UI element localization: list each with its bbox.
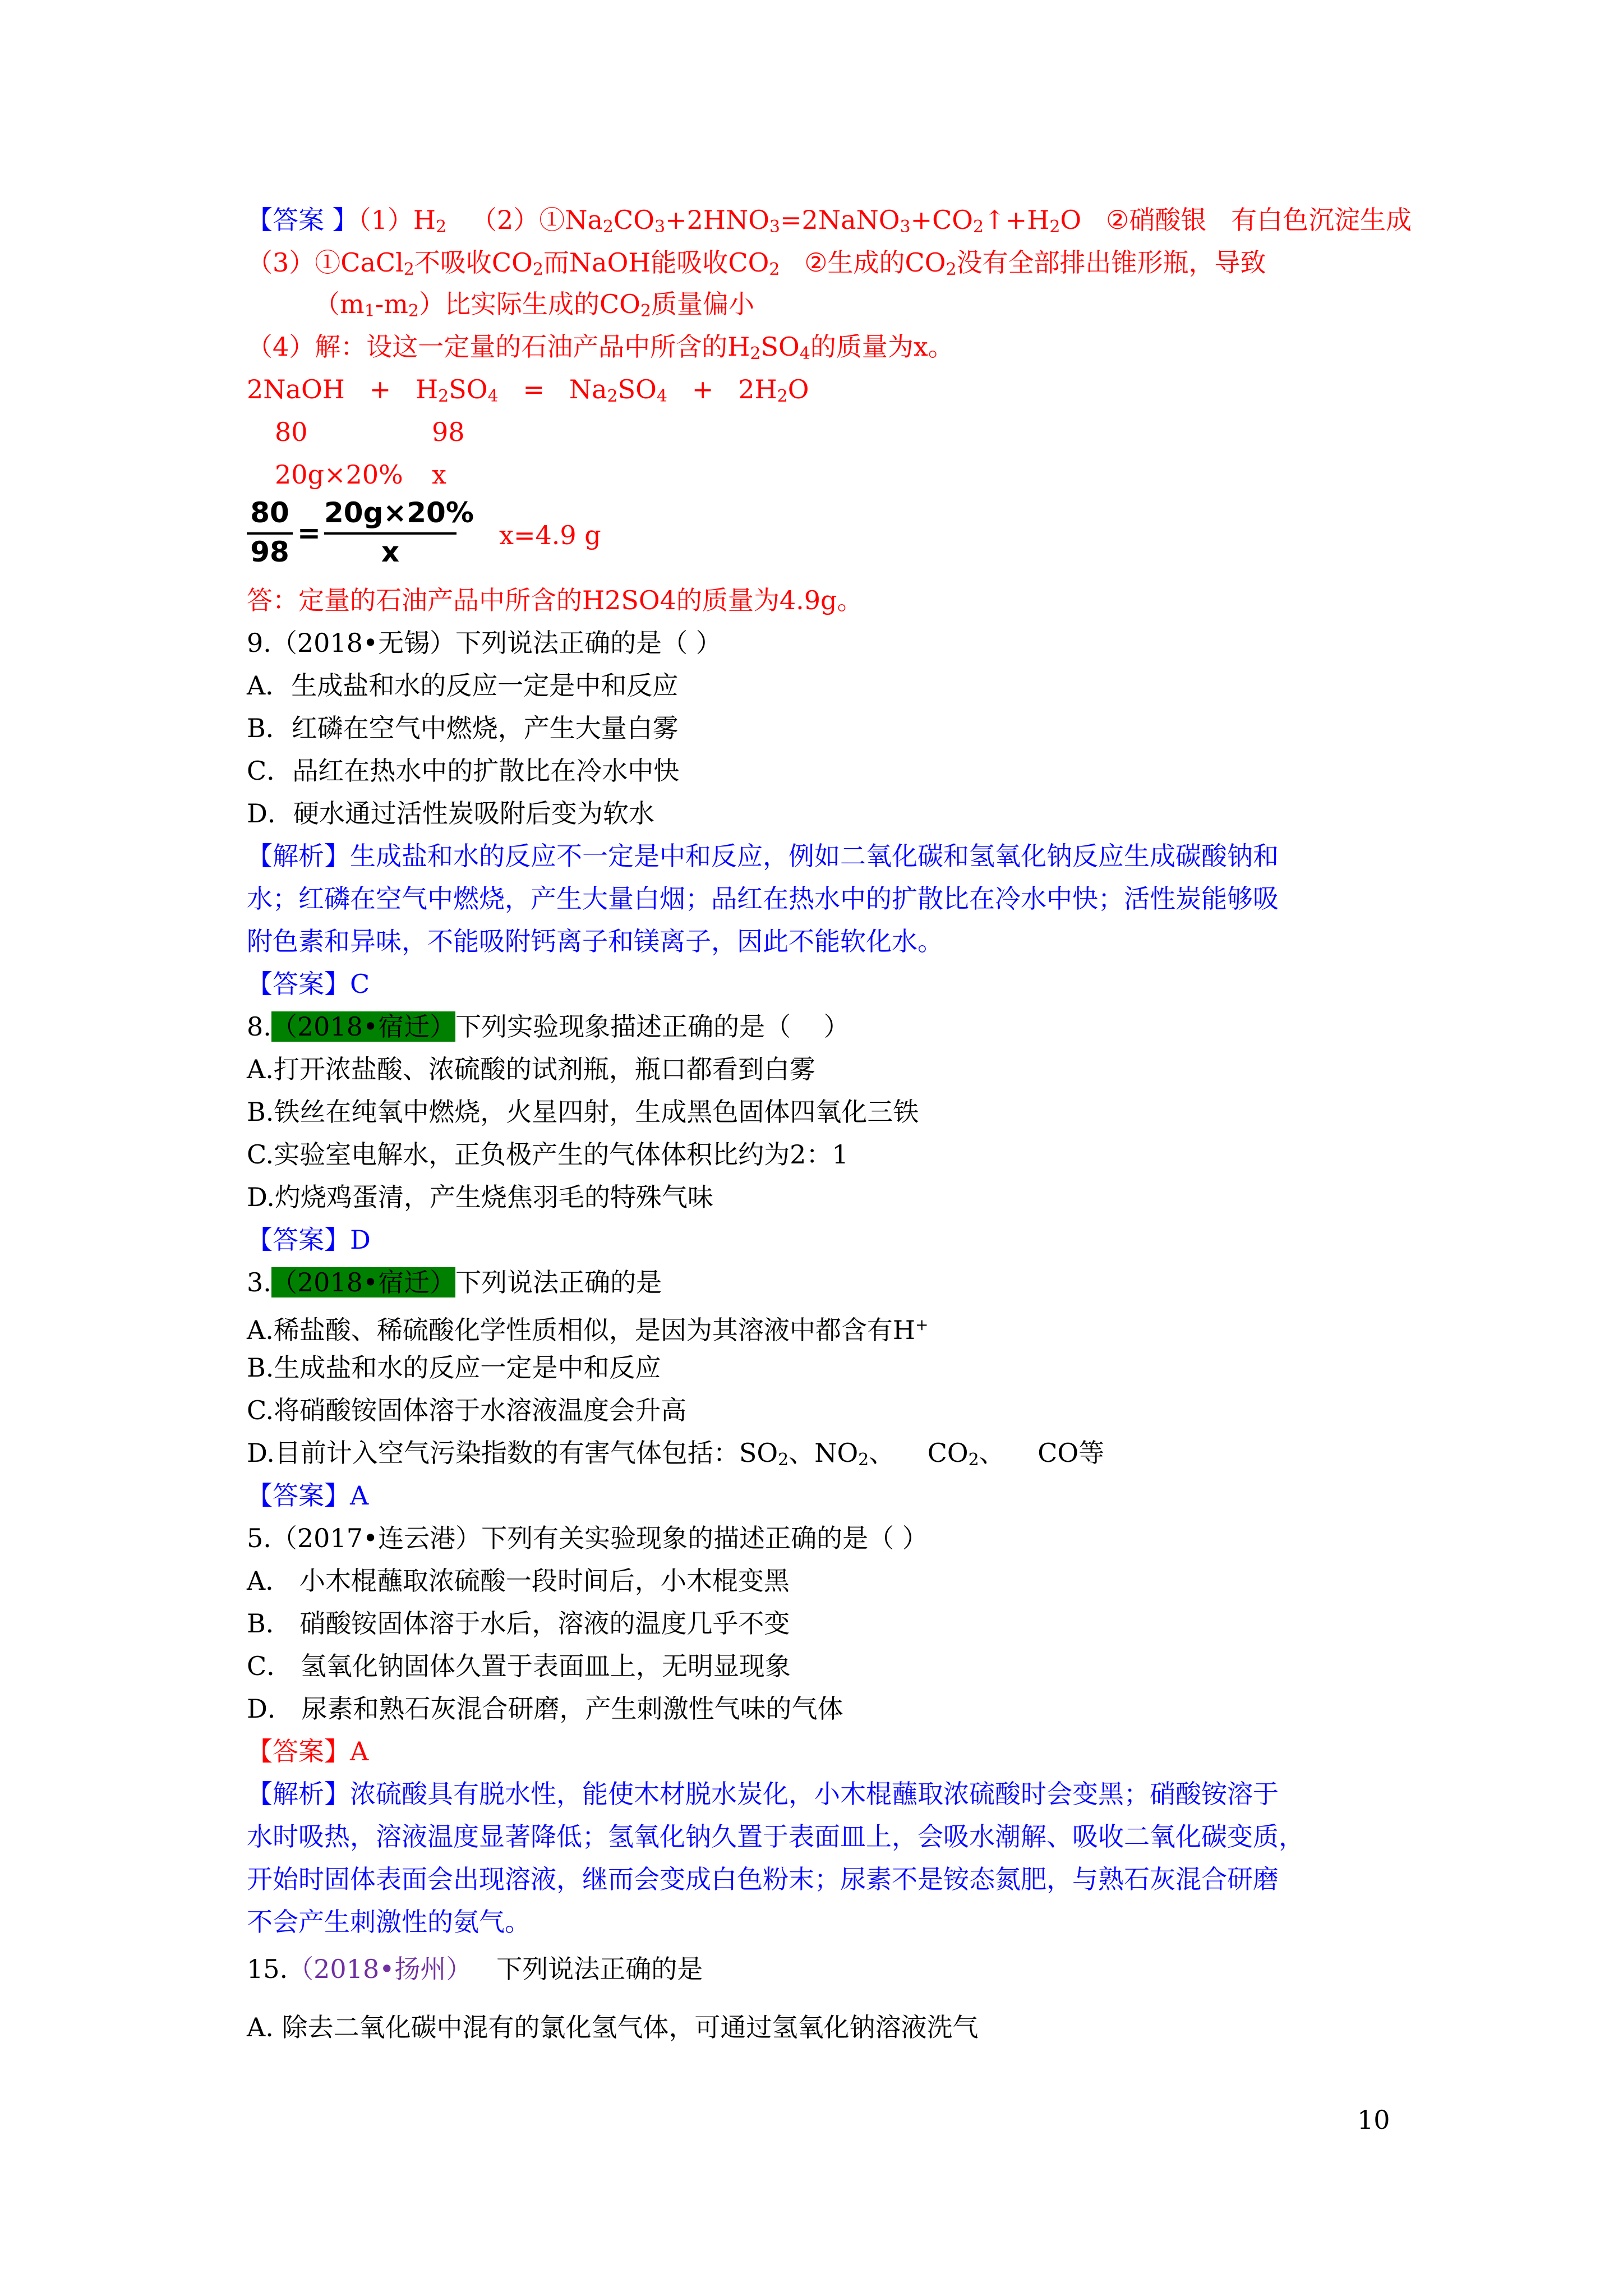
q5-answer: 【答案】A (247, 1736, 369, 1766)
q5-analysis-line-2: 水时吸热，溶液温度显著降低；氢氧化钠久置于表面皿上，会吸水潮解、吸收二氧化碳变质， (247, 1821, 1304, 1852)
q3-option-a: A.稀盐酸、稀硫酸化学性质相似，是因为其溶液中都含有H+ (247, 1315, 929, 1345)
q9-option-d: D．硬水通过活性炭吸附后变为软水 (247, 798, 654, 829)
q3-option-d: D.目前计入空气污染指数的有害气体包括：$SO_2$、$NO_2$、 $CO_2$、 CO等 (247, 1438, 1105, 1470)
fraction-right-denominator: x (381, 536, 400, 568)
q5-analysis-line-4: 不会产生刺激性的氨气。 (247, 1907, 531, 1937)
q9-stem: 9.（2018•无锡）下列说法正确的是（ ） (247, 628, 722, 658)
q5-option-c: C． 氢氧化钠固体久置于表面皿上，无明显现象 (247, 1651, 791, 1681)
fraction-left-numerator: 80 (250, 496, 289, 529)
q15-source: （2018•扬州） (288, 1954, 472, 1984)
answer-tag: 【答案】 (247, 1736, 350, 1766)
answer-tag: 【答案】 (247, 1225, 350, 1255)
q8-option-c: C.实验室电解水，正负极产生的气体体积比约为2：1 (247, 1139, 849, 1170)
given-mass-row-b: x (432, 459, 446, 490)
chemical-equation: 2NaOH + $H_2SO_4 = Na_2SO_4 + 2H_2O$ (247, 374, 809, 406)
q5-analysis-line-3: 开始时固体表面会出现溶液，继而会变成白色粉末；尿素不是铵态氮肥，与熟石灰混合研磨 (247, 1864, 1279, 1894)
q3-option-b: B.生成盐和水的反应一定是中和反应 (247, 1352, 661, 1383)
fraction-equals: = (297, 517, 321, 549)
answer-line-1: 【答案 】$(1)H_2$ $(2)①Na_2CO_3+2HNO_3=2NaNO_3+CO_2↑+H_2O$ ②硝酸银 有白色沉淀生成 (247, 205, 1412, 237)
q15-option-a: A. 除去二氧化碳中混有的氯化氢气体，可通过氢氧化钠溶液洗气 (247, 2012, 979, 2042)
fraction-left-bar (247, 532, 293, 535)
answer-line-4: （4）解：设这一定量的石油产品中所含的$H_2SO_4$的质量为x。 (247, 332, 954, 364)
answer-tag: 【答案 】 (247, 205, 358, 235)
q8-source-highlight: （2018•宿迁） (271, 1011, 456, 1042)
given-mass-row: 20g×20% (275, 459, 403, 490)
fraction-left-denominator: 98 (250, 536, 289, 568)
q5-stem: 5.（2017•连云港）下列有关实验现象的描述正确的是（ ） (247, 1523, 928, 1553)
q3-stem: 3.（2018•宿迁）下列说法正确的是 (247, 1267, 662, 1297)
q8-option-d: D.灼烧鸡蛋清，产生烧焦羽毛的特殊气味 (247, 1182, 713, 1212)
q9-answer: 【答案】C (247, 969, 370, 999)
molar-mass-row: 80 (275, 417, 308, 447)
q5-option-d: D． 尿素和熟石灰混合研磨，产生刺激性气味的气体 (247, 1694, 843, 1724)
result-value: x=4.9 g (499, 520, 601, 550)
q9-analysis-line-3: 附色素和异味，不能吸附钙离子和镁离子，因此不能软化水。 (247, 926, 943, 956)
answer-tag: 【答案】 (247, 969, 350, 999)
q9-option-a: A．生成盐和水的反应一定是中和反应 (247, 670, 679, 701)
q3-answer: 【答案】A (247, 1480, 369, 1511)
q3-option-c: C.将硝酸铵固体溶于水溶液温度会升高 (247, 1395, 687, 1425)
q8-option-a: A.打开浓盐酸、浓硫酸的试剂瓶，瓶口都看到白雾 (247, 1054, 815, 1084)
fraction-right-bar (324, 532, 457, 535)
q5-option-b: B． 硝酸铵固体溶于水后，溶液的温度几乎不变 (247, 1608, 790, 1639)
q3-source-highlight: （2018•宿迁） (271, 1267, 456, 1297)
answer-tag: 【答案】 (247, 1480, 350, 1511)
answer-line-3: $(m_1-m_2)$比实际生成的$CO_2$质量偏小 (314, 289, 754, 321)
q9-option-c: C．品红在热水中的扩散比在冷水中快 (247, 756, 680, 786)
q8-option-b: B.铁丝在纯氧中燃烧，火星四射，生成黑色固体四氧化三铁 (247, 1097, 919, 1127)
q9-option-b: B．红磷在空气中燃烧，产生大量白雾 (247, 713, 679, 743)
answer-line-2: （3）①CaCl$_2$不吸收$CO_2$而NaOH能吸收$CO_2$ ②生成的$CO_2$没有全部排出锥形瓶，导致 (247, 247, 1266, 279)
q9-analysis-line-1: 【解析】生成盐和水的反应不一定是中和反应，例如二氧化碳和氢氧化钠反应生成碳酸钠和 (247, 841, 1279, 871)
analysis-tag: 【解析】 (247, 1779, 350, 1809)
q9-analysis-line-2: 水；红磷在空气中燃烧，产生大量白烟；品红在热水中的扩散比在冷水中快；活性炭能够吸 (247, 884, 1279, 914)
conclusion: 答：定量的石油产品中所含的H2SO4的质量为4.9g。 (247, 585, 863, 615)
q5-option-a: A． 小木棍蘸取浓硫酸一段时间后，小木棍变黑 (247, 1566, 790, 1596)
page-number: 10 (1357, 2105, 1390, 2135)
analysis-tag: 【解析】 (247, 841, 350, 871)
molar-mass-row-b: 98 (432, 417, 465, 447)
q8-answer: 【答案】D (247, 1225, 371, 1255)
fraction-right-numerator: 20g×20% (324, 496, 474, 529)
q5-analysis-line-1: 【解析】浓硫酸具有脱水性，能使木材脱水炭化，小木棍蘸取浓硫酸时会变黑；硝酸铵溶于 (247, 1779, 1279, 1809)
q8-stem: 8.（2018•宿迁）下列实验现象描述正确的是（ ） (247, 1011, 850, 1042)
q15-stem: 15.（2018•扬州） 下列说法正确的是 (247, 1954, 703, 1984)
